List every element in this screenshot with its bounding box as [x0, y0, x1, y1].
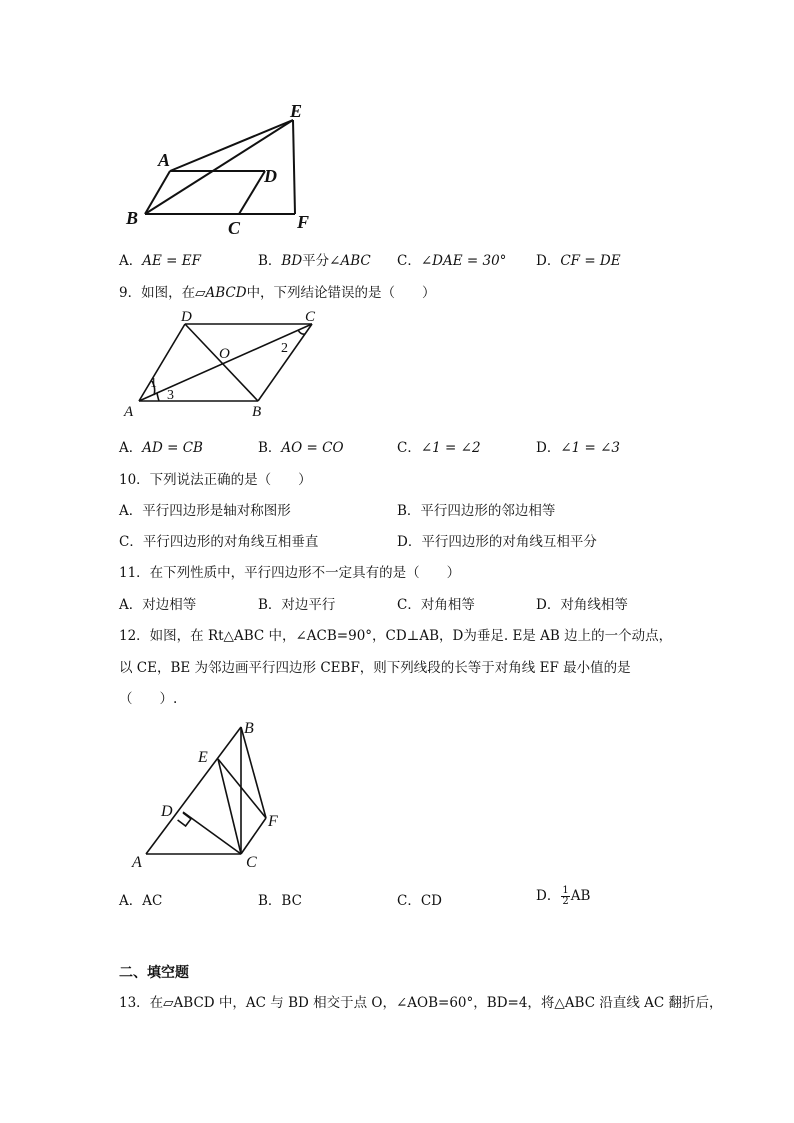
q9-option-b[interactable]: B．AO = CO — [258, 440, 344, 456]
q12-option-d[interactable]: D． $\frac{1}{2}$ AB — [536, 885, 591, 907]
figure-q8 — [118, 98, 318, 240]
angle-3-arc — [157, 393, 159, 401]
right-angle-mark — [178, 813, 191, 826]
q9-stem: 9．如图，在▱ABCD中，下列结论错误的是（ ） — [119, 285, 436, 301]
q10-option-c[interactable]: C．平行四边形的对角线互相垂直 — [119, 534, 319, 550]
label-e: E — [198, 749, 208, 766]
fraction-half: $\frac{1}{2}$ — [562, 885, 569, 907]
segment-ef — [293, 120, 295, 214]
q11-option-c[interactable]: C．对角相等 — [397, 597, 475, 613]
diagonal-ac — [139, 324, 312, 401]
segment-ab — [145, 171, 170, 214]
q12-stem-line3: （ ）. — [119, 691, 178, 707]
q12-stem-line2: 以 CE，BE 为邻边画平行四边形 CEBF，则下列线段的长等于对角线 EF 最小值的是 — [119, 660, 631, 676]
q9-option-d[interactable]: D．∠1 = ∠3 — [536, 440, 621, 456]
q8-option-a[interactable]: A．AE = EF — [119, 253, 201, 269]
segment-fc — [241, 818, 266, 854]
q9-option-a[interactable]: A．AD = CB — [119, 440, 203, 456]
label-angle-2: 2 — [281, 341, 288, 356]
angle-2-arc — [298, 330, 305, 334]
q10-option-b[interactable]: B．平行四边形的邻边相等 — [397, 503, 556, 519]
figure-q12 — [130, 716, 300, 874]
segment-da — [139, 324, 185, 401]
q8-option-c[interactable]: C．∠DAE = 30° — [397, 253, 507, 269]
diagonal-db — [185, 324, 258, 401]
q11-option-a[interactable]: A．对边相等 — [119, 597, 197, 613]
q9-option-c[interactable]: C．∠1 = ∠2 — [397, 440, 481, 456]
label-b: B — [244, 720, 254, 737]
label-a: A — [158, 150, 171, 170]
q11-option-d[interactable]: D．对角线相等 — [536, 597, 628, 613]
label-a: A — [124, 404, 134, 420]
label-o: O — [219, 346, 230, 362]
q8-option-d[interactable]: D．CF = DE — [536, 253, 621, 269]
label-b: B — [126, 208, 139, 228]
label-f: F — [297, 212, 310, 232]
q8-option-b[interactable]: B．BD平分∠ABC — [258, 253, 371, 269]
q10-stem: 10．下列说法正确的是（ ） — [119, 472, 312, 488]
q12-stem-line1: 12．如图，在 Rt△ABC 中，∠ACB=90°，CD⊥AB，D为垂足. E是 AB 边上的一个动点， — [119, 628, 673, 644]
q12-option-b[interactable]: B．BC — [258, 893, 302, 909]
label-c: C — [228, 218, 241, 238]
label-c: C — [246, 854, 257, 871]
label-f: F — [268, 813, 278, 830]
label-d: D — [264, 166, 277, 186]
q12-option-a[interactable]: A．AC — [119, 893, 163, 909]
segment-bf — [241, 727, 266, 818]
label-angle-3: 3 — [167, 388, 174, 403]
q10-option-a[interactable]: A．平行四边形是轴对称图形 — [119, 503, 291, 519]
segment-ae — [170, 120, 293, 171]
label-d: D — [181, 309, 192, 325]
q11-option-b[interactable]: B．对边平行 — [258, 597, 336, 613]
q11-stem: 11．在下列性质中，平行四边形不一定具有的是（ ） — [119, 565, 461, 581]
label-e: E — [290, 101, 303, 121]
segment-dc — [239, 171, 265, 214]
section-title-fill-in: 二、填空题 — [119, 965, 189, 981]
label-d: D — [161, 803, 173, 820]
segment-ab — [146, 727, 241, 854]
label-c: C — [305, 309, 316, 325]
label-b: B — [252, 404, 262, 420]
q12-option-c[interactable]: C．CD — [397, 893, 442, 909]
label-a: A — [132, 854, 142, 871]
label-angle-1: 1 — [150, 376, 157, 391]
q10-option-d[interactable]: D．平行四边形的对角线互相平分 — [397, 534, 597, 550]
q13-stem-line1: 13．在▱ABCD 中，AC 与 BD 相交于点 O，∠AOB=60°，BD=4，将△ABC 沿直线 AC 翻折后， — [119, 995, 723, 1011]
figure-q9 — [118, 304, 338, 422]
